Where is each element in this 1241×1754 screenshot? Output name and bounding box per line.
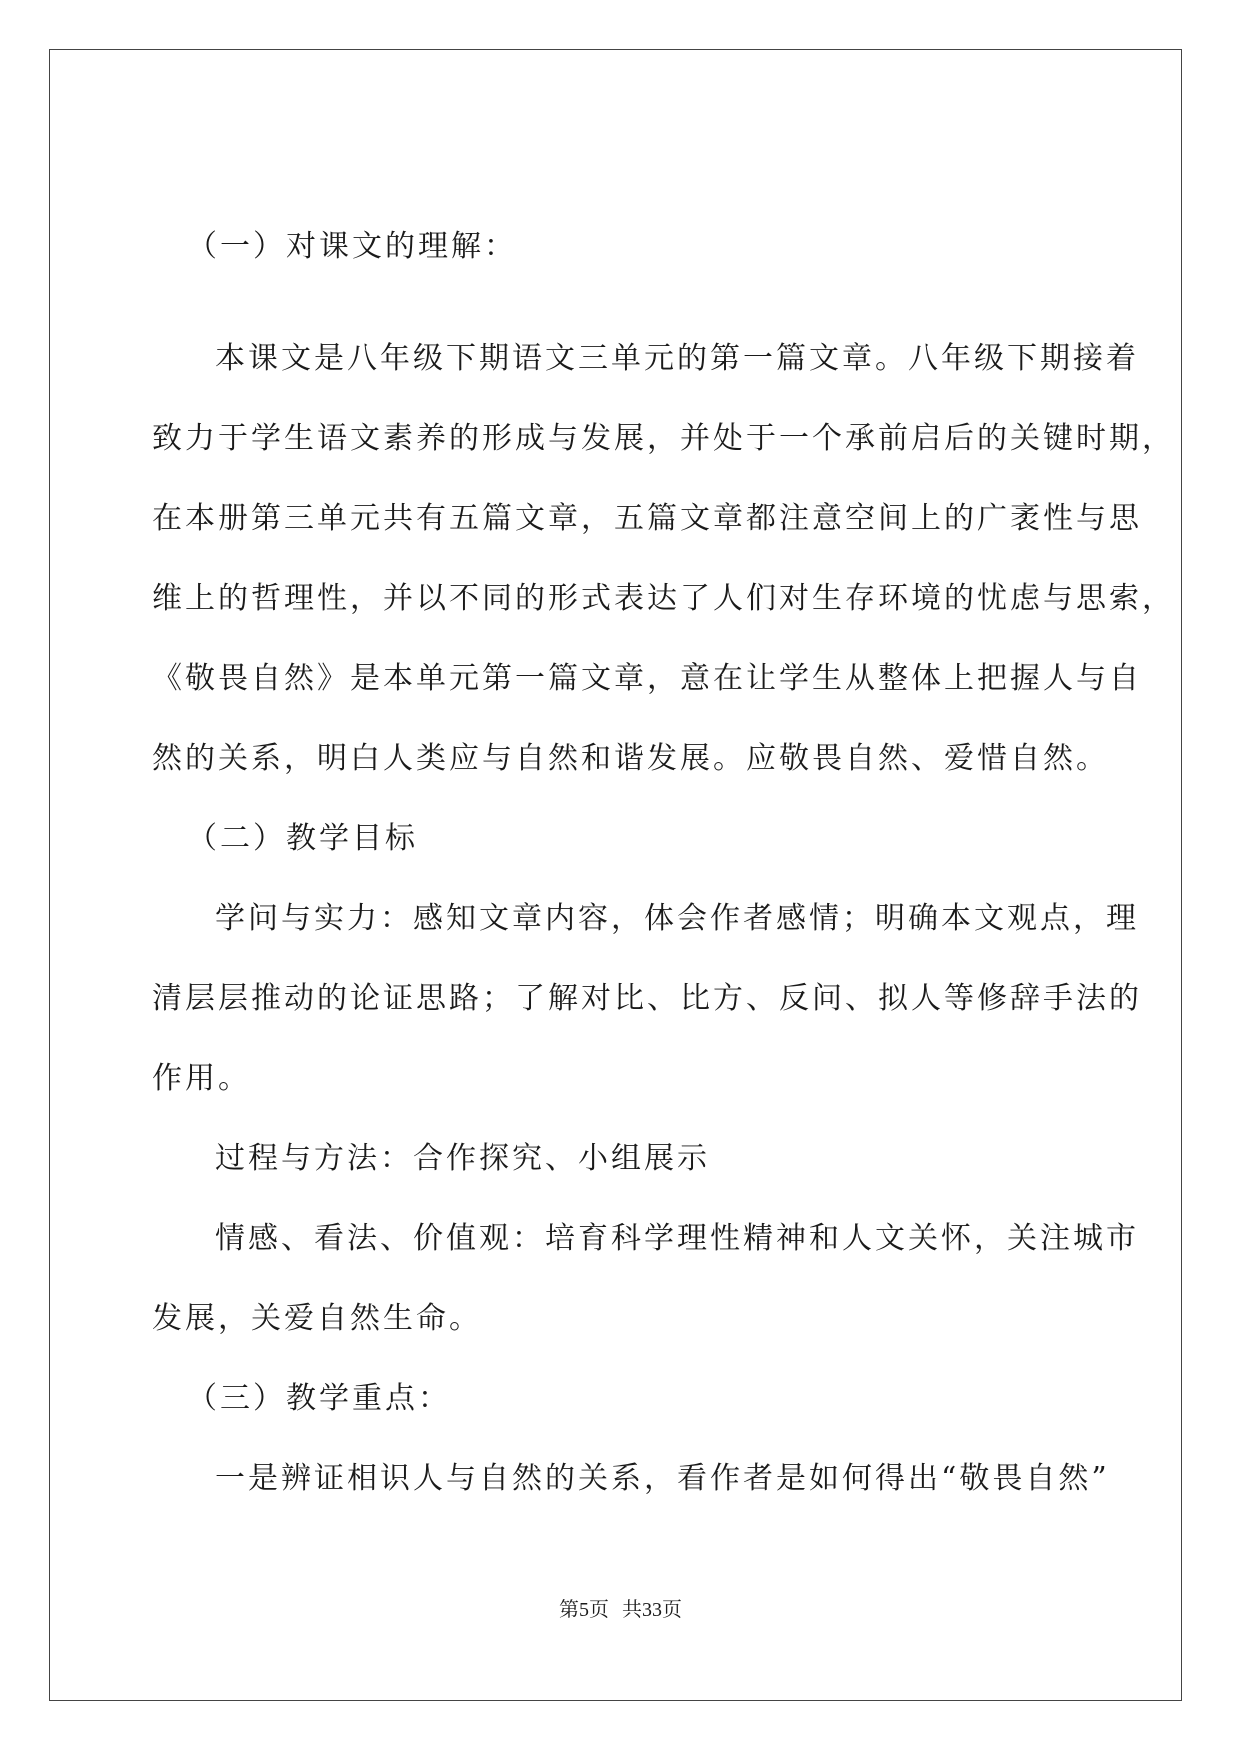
paragraph-line: 维上的哲理性，并以不同的形式表达了人们对生存环境的忧虑与思索，	[152, 581, 1175, 616]
paragraph-line: 然的关系，明白人类应与自然和谐发展。应敬畏自然、爱惜自然。	[152, 741, 1109, 776]
paragraph-line: 在本册第三单元共有五篇文章，五篇文章都注意空间上的广袤性与思	[152, 501, 1142, 536]
paragraph-line: 作用。	[152, 1061, 251, 1096]
heading-teaching-goals: （二）教学目标	[187, 821, 418, 856]
heading-teaching-focus: （三）教学重点：	[187, 1381, 451, 1416]
paragraph-line: 一是辨证相识人与自然的关系，看作者是如何得出“敬畏自然”	[215, 1461, 1110, 1496]
paragraph-line: 过程与方法：合作探究、小组展示	[215, 1141, 710, 1176]
paragraph-line: 本课文是八年级下期语文三单元的第一篇文章。八年级下期接着	[215, 341, 1139, 376]
paragraph-line: 致力于学生语文素养的形成与发展，并处于一个承前启后的关键时期，	[152, 421, 1175, 456]
page-border	[49, 49, 1182, 1701]
paragraph-line: 学问与实力：感知文章内容，体会作者感情；明确本文观点，理	[215, 901, 1139, 936]
paragraph-line: 情感、看法、价值观：培育科学理性精神和人文关怀，关注城市	[215, 1221, 1139, 1256]
page-total: 共33页	[622, 1599, 682, 1621]
paragraph-line: 发展，关爱自然生命。	[152, 1301, 482, 1336]
page-footer	[0, 1598, 1241, 1622]
paragraph-line: 清层层推动的论证思路；了解对比、比方、反问、拟人等修辞手法的	[152, 981, 1142, 1016]
paragraph-line: 《敬畏自然》是本单元第一篇文章，意在让学生从整体上把握人与自	[152, 661, 1142, 696]
heading-understanding: （一）对课文的理解：	[187, 229, 517, 264]
page-number: 第5页	[559, 1599, 609, 1621]
